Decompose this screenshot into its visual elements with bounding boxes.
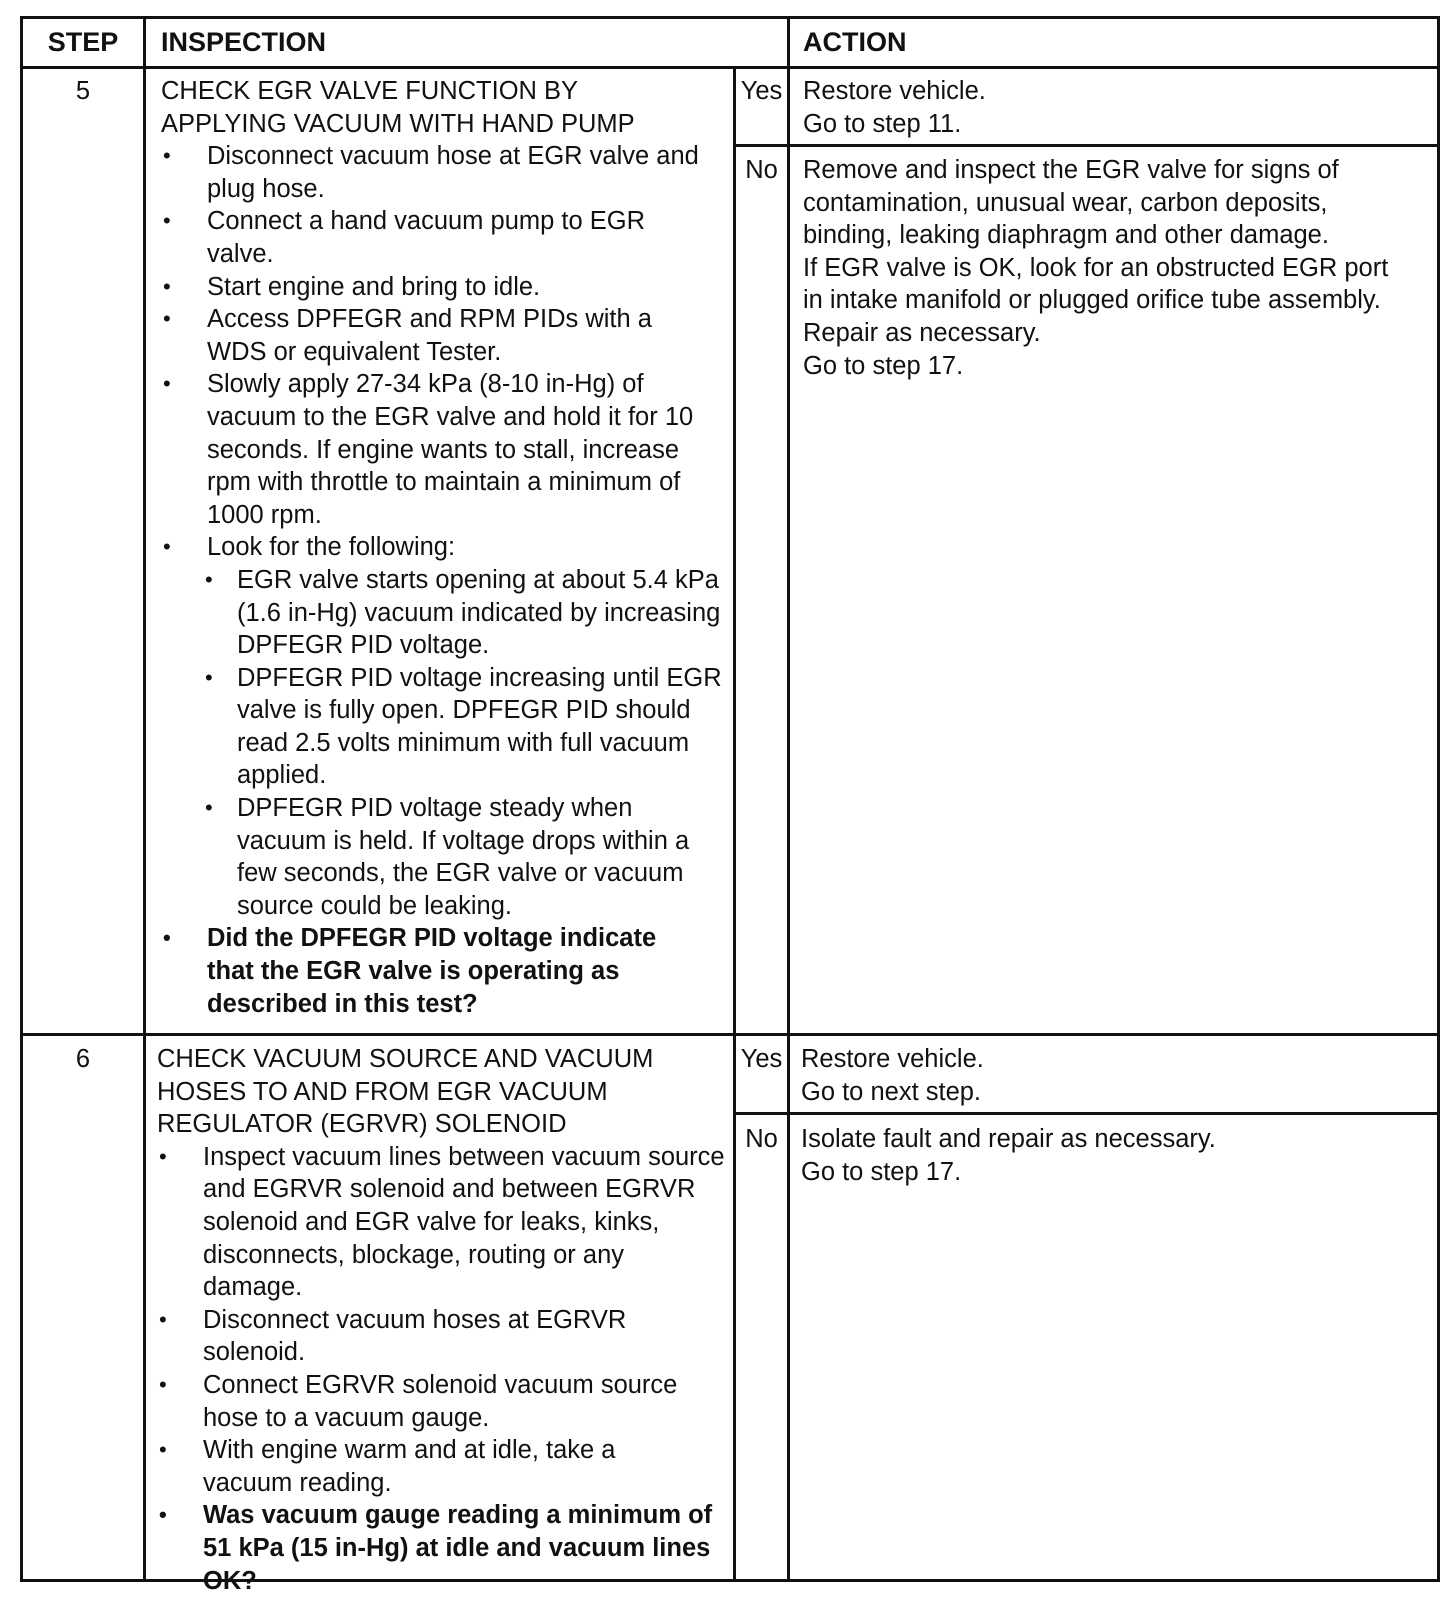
- action-line: Go to step 17.: [801, 1157, 962, 1186]
- action-line: Remove and inspect the EGR valve for signs of contamination, unusual wear, carbon deposits, binding, leaking diaphragm and other damage.: [803, 156, 1339, 250]
- action-line: If EGR valve is OK, look for an obstructed EGR port in intake manifold or plugged orifice tube assembly.: [803, 253, 1389, 315]
- yes-no-divider-6: [733, 1112, 1437, 1115]
- yes-action: [803, 75, 1423, 140]
- question-bullet: • Did the DPFEGR PID voltage indicate that the EGR valve is operating as described in this test?: [161, 922, 727, 1020]
- action-line: Restore vehicle.: [803, 77, 986, 105]
- step-number: 6: [75, 1045, 91, 1073]
- header-inspection: INSPECTION: [161, 27, 327, 57]
- no-action: [803, 154, 1393, 382]
- question-bullet: • Was vacuum gauge reading a minimum of 51 kPa (15 in-Hg) at idle and vacuum lines OK?: [157, 1499, 727, 1597]
- yes-label: Yes: [740, 1045, 783, 1073]
- row-divider: [23, 1033, 1437, 1036]
- header-step: STEP: [47, 27, 119, 57]
- sub-bullet-item: • EGR valve starts opening at about 5.4 kPa (1.6 in-Hg) vacuum indicated by increasing DPFEGR PID voltage.: [203, 564, 727, 662]
- header-action: ACTION: [803, 27, 907, 57]
- inspection-cell: [161, 75, 727, 1020]
- header-divider: [23, 66, 1437, 69]
- bullet-item: • Inspect vacuum lines between vacuum source and EGRVR solenoid and between EGRVR solenoid and EGR valve for leaks, kinks, disconnects, blockage, routing or any damage.: [157, 1141, 727, 1304]
- step-number: 5: [75, 77, 91, 105]
- step-col-divider: [143, 19, 146, 1579]
- bullet-item: • Start engine and bring to idle.: [161, 271, 727, 304]
- action-line: Go to step 11.: [803, 109, 962, 138]
- diagnostic-table: [20, 16, 1440, 1595]
- step-title: CHECK EGR VALVE FUNCTION BY APPLYING VACUUM WITH HAND PUMP: [161, 77, 635, 138]
- no-action: [801, 1123, 1421, 1188]
- bullet-item: • Disconnect vacuum hoses at EGRVR solenoid.: [157, 1304, 727, 1369]
- step-bullets: [157, 1141, 727, 1597]
- bullet-item: [161, 531, 727, 922]
- inspection-cell: [157, 1043, 727, 1597]
- action-line: Repair as necessary.: [803, 318, 1041, 347]
- step-title: CHECK VACUUM SOURCE AND VACUUM HOSES TO AND FROM EGR VACUUM REGULATOR (EGRVR) SOLENOID: [157, 1045, 654, 1139]
- bullet-item: • With engine warm and at idle, take a vacuum reading.: [157, 1434, 727, 1499]
- step-bullets: [161, 140, 727, 1020]
- no-label: No: [745, 156, 778, 184]
- no-label: No: [745, 1125, 778, 1153]
- action-col-divider: [787, 19, 790, 1579]
- bullet-item: • Connect EGRVR solenoid vacuum source hose to a vacuum gauge.: [157, 1369, 727, 1434]
- bullet-item: • Connect a hand vacuum pump to EGR valve.: [161, 205, 727, 270]
- bullet-item: • Disconnect vacuum hose at EGR valve and plug hose.: [161, 140, 727, 205]
- bullet-text: Look for the following:: [207, 533, 456, 562]
- yes-action: [801, 1043, 1421, 1108]
- action-line: Go to step 17.: [803, 351, 964, 380]
- action-line: Restore vehicle.: [801, 1045, 984, 1073]
- bullet-item: • Slowly apply 27-34 kPa (8-10 in-Hg) of vacuum to the EGR valve and hold it for 10 seconds. If engine wants to stall, increase rpm with throttle to maintain a minimum of 1000 rpm.: [161, 368, 727, 531]
- yes-label: Yes: [740, 77, 783, 105]
- bullet-item: • Access DPFEGR and RPM PIDs with a WDS or equivalent Tester.: [161, 303, 727, 368]
- yn-col-divider: [733, 66, 736, 1579]
- action-line: Go to next step.: [801, 1077, 982, 1106]
- sub-bullet-item: • DPFEGR PID voltage steady when vacuum is held. If voltage drops within a few seconds, the EGR valve or vacuum source could be leaking.: [203, 792, 727, 922]
- sub-bullet-item: • DPFEGR PID voltage increasing until EGR valve is fully open. DPFEGR PID should read 2.5 volts minimum with full vacuum applied.: [203, 662, 727, 792]
- yes-no-divider-5: [733, 144, 1437, 147]
- sub-bullets: [203, 564, 727, 923]
- action-line: Isolate fault and repair as necessary.: [801, 1125, 1216, 1153]
